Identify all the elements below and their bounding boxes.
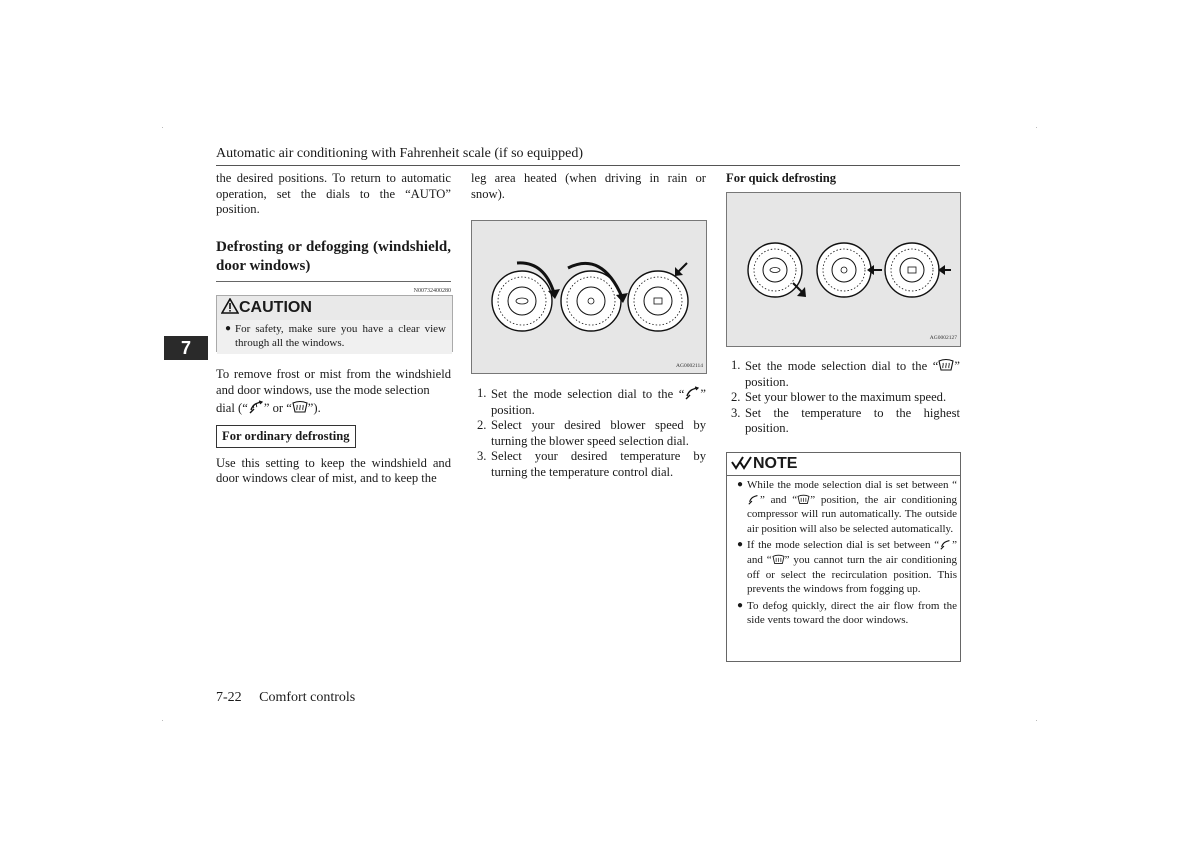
figure-code: AG0002114: [676, 363, 703, 369]
note-box: [726, 452, 961, 662]
temperature-dial-icon: [492, 271, 552, 331]
caution-text: For safety, make sure you have a clear view through all the windows.: [235, 323, 446, 349]
caution-title: CAUTION: [239, 299, 312, 316]
ordinary-defrosting-label: For ordinary defrosting: [216, 425, 356, 448]
note-item-3: ● To defog quickly, direct the air flow from the side vents toward the door windows.: [737, 599, 957, 627]
caution-body: [217, 320, 452, 354]
dials-illustration: [472, 221, 706, 373]
step-2: 2. Set your blower to the maximum speed.: [731, 390, 947, 405]
crop-mark: [1036, 127, 1037, 128]
caution-triangle-icon: [221, 298, 239, 314]
defrost-intro-a: To remove frost or mist from the windshield and door windows, use the mode selection: [216, 367, 451, 397]
note-body: [727, 476, 960, 630]
note-title: NOTE: [753, 455, 798, 472]
step-3: 3. Set the temperature to the highest position.: [731, 405, 960, 436]
step-1: 1. Set the mode selection dial to the “ ” position.: [731, 358, 960, 389]
right-column: [726, 171, 960, 187]
defrost-foot-icon: [248, 400, 264, 414]
defrost-intro-b: dial (“ ” or “ ”).: [216, 401, 321, 416]
note-check-icon: [731, 456, 753, 470]
bullet-icon: ●: [225, 323, 232, 334]
chapter-tab: 7: [164, 336, 208, 360]
crop-mark: [1036, 720, 1037, 721]
page-header: Automatic air conditioning with Fahrenheit scale (if so equipped): [216, 146, 584, 161]
left-intro: the desired positions. To return to automatic operation, set the dials to the “AUTO” position.: [216, 171, 451, 217]
section-heading: Defrosting or defogging (windshield, door windows): [216, 238, 451, 275]
reference-code: N00732400280: [216, 281, 451, 300]
middle-steps: [477, 386, 706, 481]
bullet-icon: ●: [737, 539, 744, 551]
section-name: Comfort controls: [259, 690, 356, 705]
bullet-icon: ●: [737, 599, 744, 611]
quick-defrost-figure: [726, 192, 961, 347]
note-item-1: ● While the mode selection dial is set between “” and “ ” position, the air conditioning compressor will run automatically. The outside air position will also be selected automatically.: [737, 479, 957, 535]
defrost-foot-icon: [684, 386, 700, 400]
caution-title-bar: [217, 296, 452, 320]
crop-mark: [162, 720, 163, 721]
caution-box: [216, 295, 453, 352]
page-number: 7-22: [216, 690, 242, 705]
ordinary-defrost-figure: [471, 220, 707, 374]
middle-intro: leg area heated (when driving in rain or snow).: [471, 171, 706, 201]
dials-illustration-quick: [727, 193, 960, 346]
middle-column: [471, 171, 706, 202]
mode-dial-icon: [628, 271, 688, 331]
right-steps: [731, 358, 960, 437]
crop-mark: [162, 127, 163, 128]
note-item-2: ● If the mode selection dial is set between “ ” and “ ” you cannot turn the air conditioning off or select the recirculation position. This prevents the windows from fogging up.: [737, 539, 958, 596]
defrost-windshield-icon: [772, 554, 785, 565]
ordinary-defrosting-text: Use this setting to keep the windshield and door windows clear of mist, and to keep the: [216, 455, 451, 486]
page-footer: [216, 690, 355, 706]
blower-dial-icon: [817, 243, 871, 297]
figure-code: AG0002127: [929, 335, 957, 341]
step-2: 2. Select your desired blower speed by turning the blower speed selection dial.: [477, 418, 706, 448]
note-title-bar: [727, 453, 960, 476]
bullet-icon: ●: [737, 479, 744, 490]
left-column-lower: [216, 367, 451, 487]
defrost-windshield-icon: [292, 400, 308, 414]
defrost-windshield-icon: [938, 358, 954, 372]
quick-defrosting-heading: For quick defrosting: [726, 171, 837, 185]
header-rule: [216, 165, 960, 166]
left-column: [216, 171, 451, 299]
mode-dial-icon: [885, 243, 939, 297]
temperature-dial-icon: [748, 243, 802, 297]
defrost-windshield-icon: [797, 494, 810, 505]
defrost-foot-icon: [747, 494, 760, 505]
step-3: 3. Select your desired temperature by turning the temperature control dial.: [477, 449, 706, 479]
defrost-foot-icon: [939, 539, 952, 550]
step-1: 1. Set the mode selection dial to the “ ” position.: [477, 386, 706, 417]
